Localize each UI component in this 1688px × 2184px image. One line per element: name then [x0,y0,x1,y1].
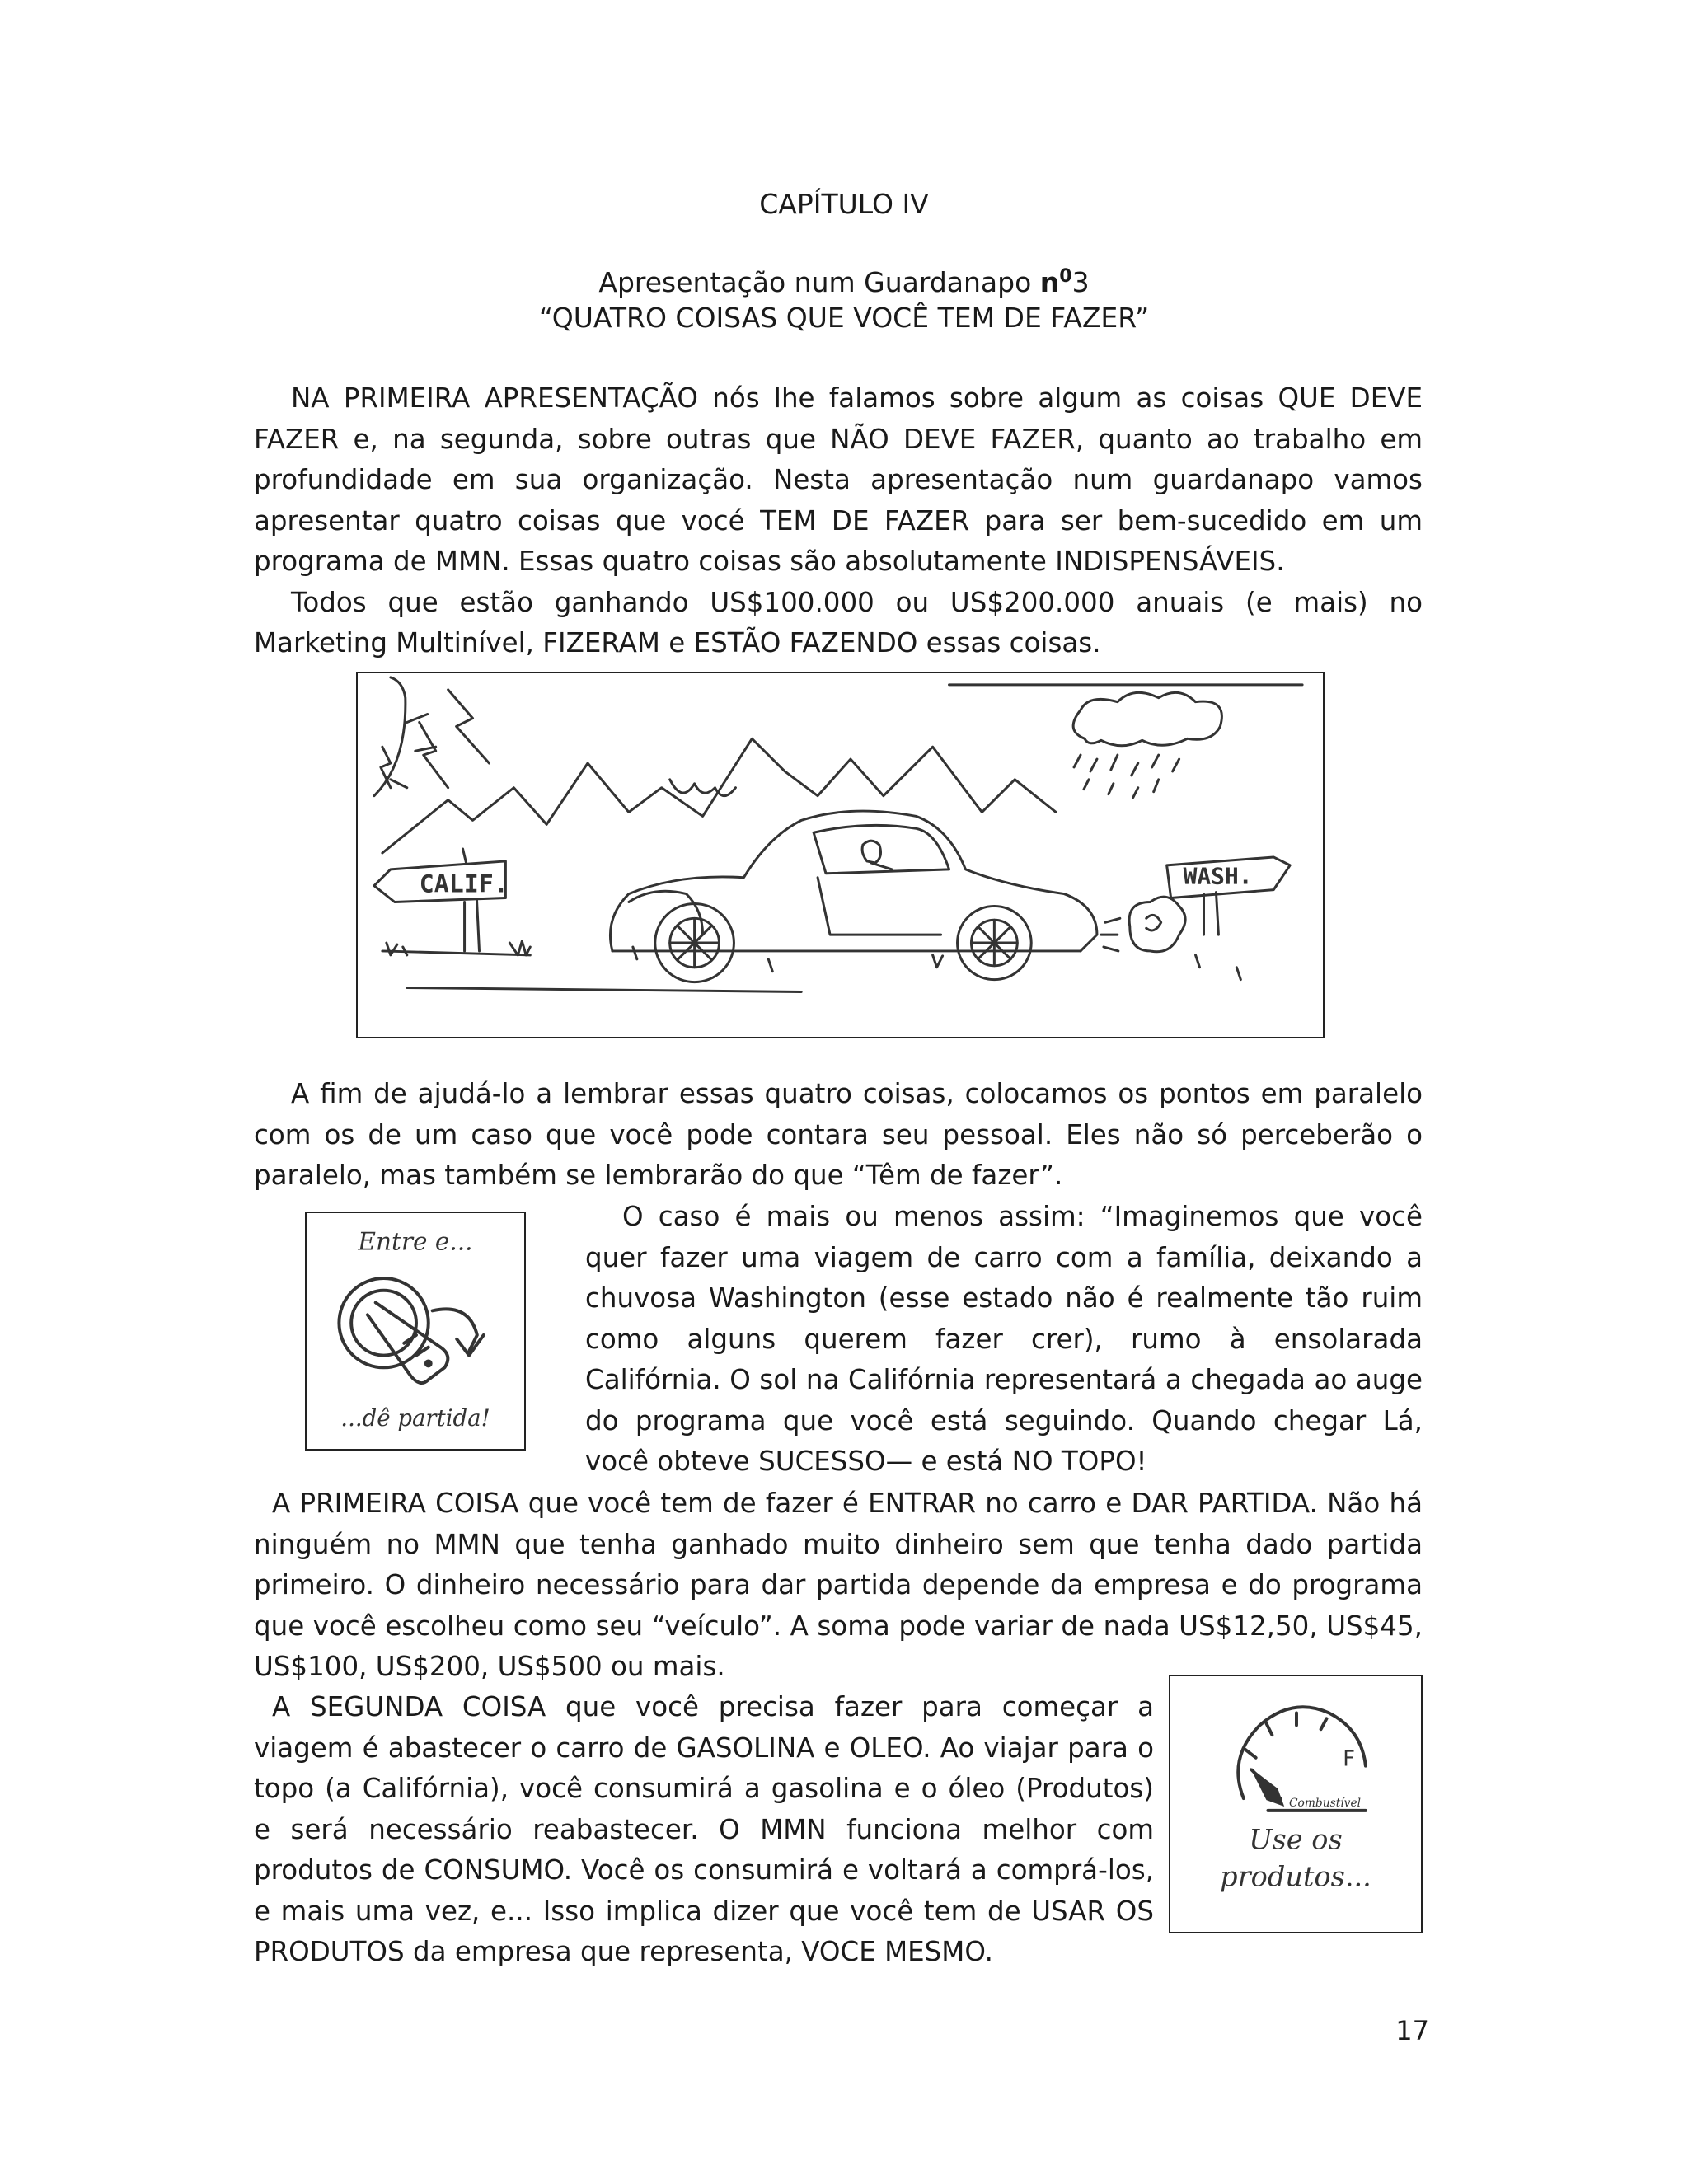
key-drawing [307,1213,524,1449]
subtitle-superscript: 0 [1059,266,1072,287]
gauge-caption-line1: Use os [1249,1823,1343,1856]
subtitle-text: Apresentação num Guardanapo [598,266,1040,298]
paragraph-3-block [254,1074,1423,1197]
fuel-gauge-illustration [1169,1675,1423,1933]
subtitle-number: 3 [1071,266,1090,298]
paragraph-3: A fim de ajudá-lo a lembrar essas quatro coisas, colocamos os pontos em paralelo com os de um caso que você pode contara seu pessoal. Eles não só perceberão o paralelo, mas também se lembrarão do que “Têm de fazer”. [254,1078,1423,1191]
key-illustration [305,1212,526,1451]
car-trip-drawing [358,673,1323,1037]
paragraph-6-block [254,1687,1154,1973]
calif-sign-label: CALIF. [419,869,509,899]
key-top-caption: Entre e... [358,1227,473,1256]
subtitle-quote: “QUATRO COISAS QUE VOCÊ TEM DE FAZER” [538,302,1150,334]
paragraph-2: Todos que estão ganhando US$100.000 ou US$200.000 anuais (e mais) no Marketing Multinível, FIZERAM e ESTÃO FAZENDO essas coisas. [254,586,1423,658]
wash-sign-label: WASH. [1183,862,1253,890]
car-trip-illustration [356,672,1325,1038]
paragraph-4: O caso é mais ou menos assim: “Imaginemos que você quer fazer uma viagem de carro com a família, deixando a chuvosa Washington (esse estado não é realmente tão ruim como alguns querem fazer crer), rumo à ensolarada Califórnia. O sol na Califórnia representará a chegada ao auge do programa que você está seguindo. Quando chegar Lá, você obteve SUCESSO— e está NO TOPO! [585,1201,1423,1477]
paragraph-5: A PRIMEIRA COISA que você tem de fazer é ENTRAR no carro e DAR PARTIDA. Não há ninguém no MMN que tenha ganhado muito dinheiro sem que tenha dado partida primeiro. O dinheiro necessário para dar partida depende da empresa e do programa que você escolheu como seu “veículo”. A soma pode variar de nada US$12,50, US$45, US$100, US$200, US$500 ou mais. [254,1488,1423,1682]
key-bottom-caption: ...dê partida! [340,1404,490,1432]
paragraph-6: A SEGUNDA COISA que você precisa fazer para começar a viagem é abastecer o carro de GASOLINA e OLEO. Ao viajar para o topo (a Califórnia), você consumirá a gasolina e o óleo (Produtos) e será necessário reabastecer. O MMN funciona melhor com produtos de CONSUMO. Você os consumirá e voltará a comprá-los, e mais uma vez, e... Isso implica dizer que você tem de USAR OS PRODUTOS da empresa que representa, VOCE MESMO. [254,1691,1154,1967]
fuel-gauge-drawing [1170,1676,1421,1932]
paragraph-5-block [254,1483,1423,1688]
gauge-letter: F [1343,1746,1356,1772]
presentation-subtitle [0,257,1688,302]
page-number: 17 [1395,2015,1429,2046]
intro-block [254,378,1423,664]
gauge-caption-line2: produtos... [1220,1860,1372,1893]
gauge-label: Combustível [1288,1796,1362,1810]
subtitle-n: n [1039,266,1060,298]
paragraph-4-block [585,1197,1423,1483]
chapter-title: CAPÍTULO IV [759,188,929,220]
paragraph-1: NA PRIMEIRA APRESENTAÇÃO nós lhe falamos sobre algum as coisas QUE DEVE FAZER e, na segunda, sobre outras que NÃO DEVE FAZER, quanto ao trabalho em profundidade em sua organização. Nesta apresentação num guardanapo vamos apresentar quatro coisas que vocé TEM DE FAZER para ser bem-sucedido em um programa de MMN. Essas quatro coisas são absolutamente INDISPENSÁVEIS. [254,382,1423,577]
